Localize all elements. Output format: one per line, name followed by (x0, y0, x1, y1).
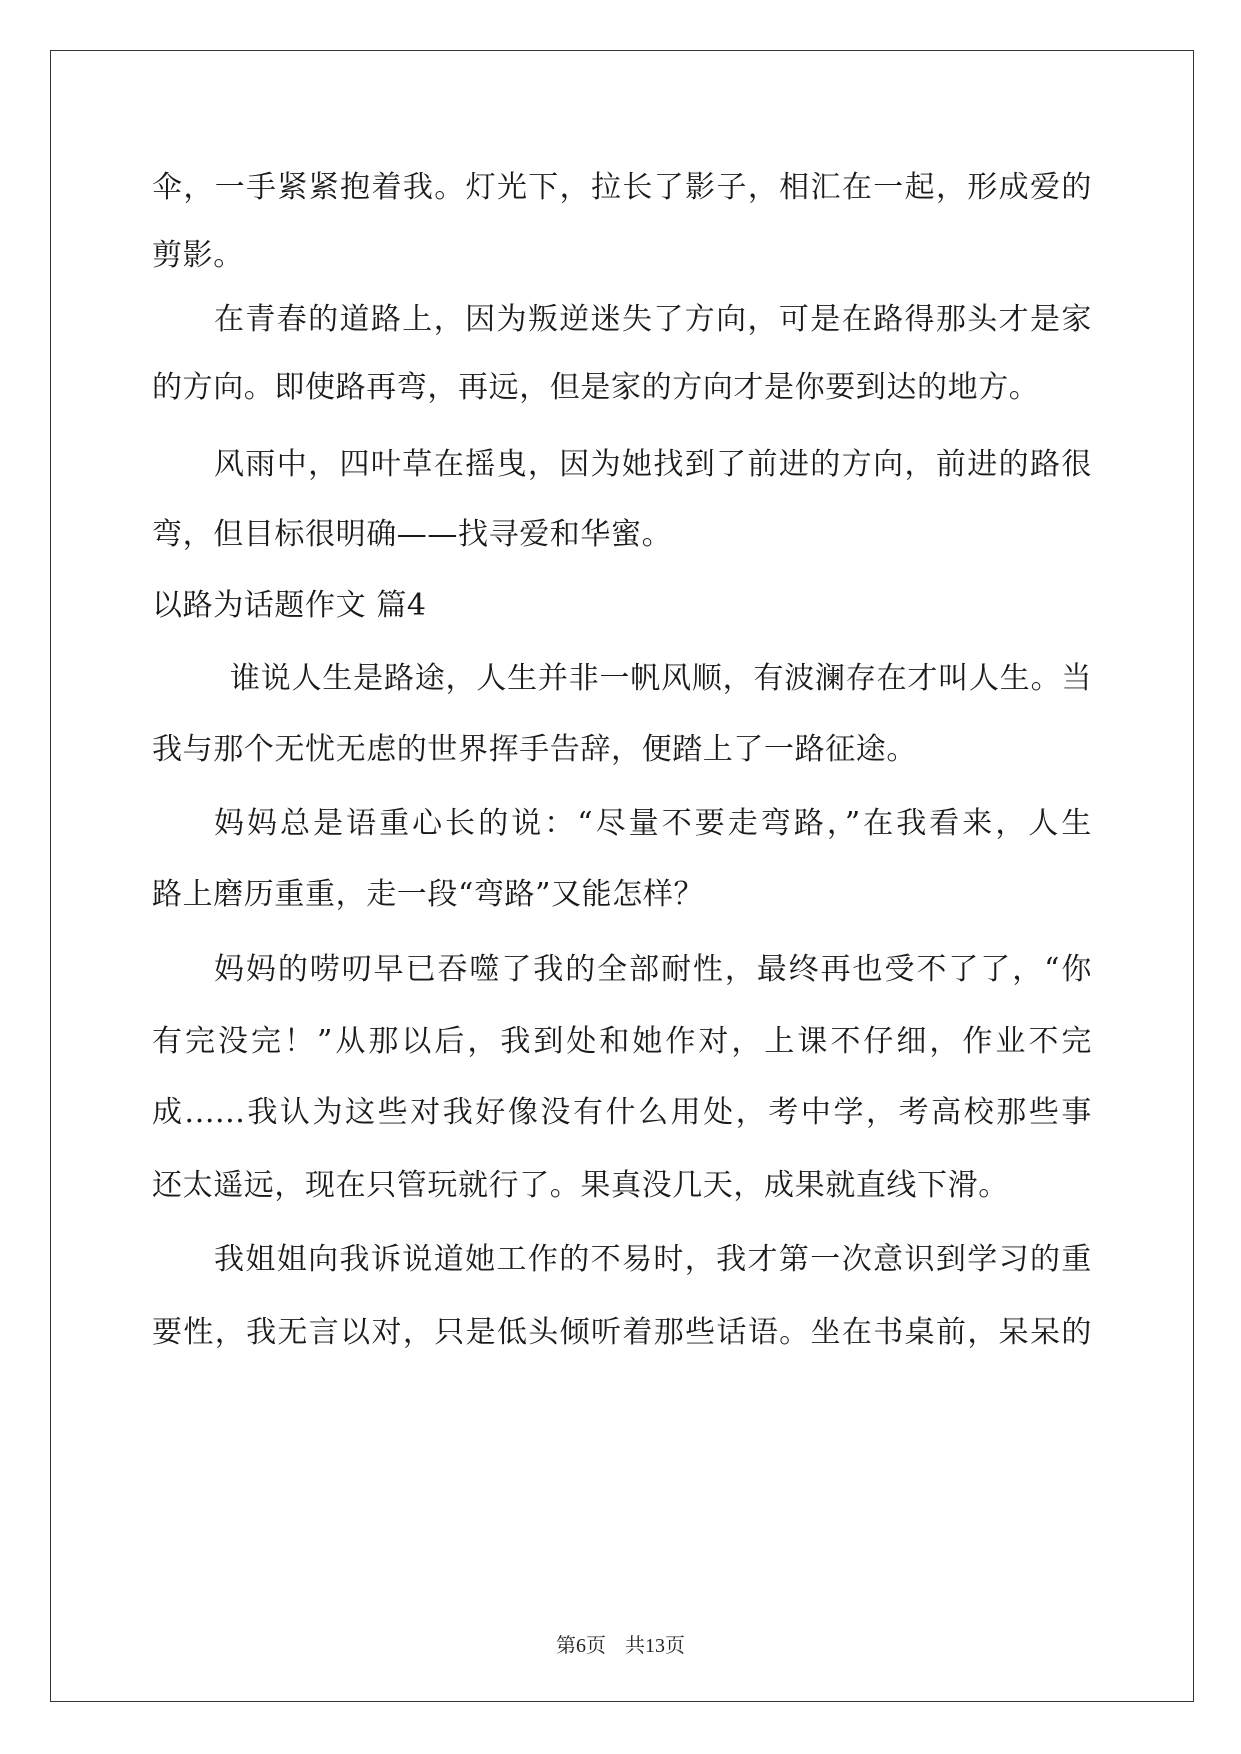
text-line-4: 的方向。即使路再弯，再远，但是家的方向才是你要到达的地方。 (152, 370, 1040, 405)
footer-total-prefix: 共 (625, 1633, 646, 1657)
text-line-10: 妈妈总是语重心长的说：“尽量不要走弯路，”在我看来，人生 (214, 806, 1092, 841)
text-line-6: 弯，但目标很明确——找寻爱和华蜜。 (152, 517, 673, 552)
footer-total-suffix: 页 (665, 1633, 686, 1657)
text-line-8: 谁说人生是路途，人生并非一帆风顺，有波澜存在才叫人生。当 (230, 661, 1092, 696)
text-line-1: 伞，一手紧紧抱着我。灯光下，拉长了影子，相汇在一起，形成爱的 (152, 170, 1092, 205)
text-line-16: 我姐姐向我诉说道她工作的不易时，我才第一次意识到学习的重 (214, 1242, 1092, 1277)
section-heading: 以路为话题作文 篇4 (152, 588, 427, 623)
footer-prefix: 第 (555, 1633, 576, 1657)
page-footer (0, 1633, 1241, 1658)
text-line-9: 我与那个无忧无虑的世界挥手告辞，便踏上了一路征途。 (152, 732, 917, 767)
text-line-13: 有完没完！”从那以后，我到处和她作对，上课不仔细，作业不完 (152, 1024, 1092, 1059)
text-line-17: 要性，我无言以对，只是低头倾听着那些话语。坐在书桌前，呆呆的 (152, 1315, 1092, 1350)
text-line-14: 成......我认为这些对我好像没有什么用处，考中学，考高校那些事 (152, 1095, 1092, 1130)
text-line-11: 路上磨历重重，走一段“弯路”又能怎样？ (152, 877, 705, 912)
text-line-2: 剪影。 (152, 238, 244, 273)
footer-page-number: 6 (575, 1635, 586, 1657)
text-line-3: 在青春的道路上，因为叛逆迷失了方向，可是在路得那头才是家 (214, 302, 1092, 337)
text-line-12: 妈妈的唠叨早已吞噬了我的全部耐性，最终再也受不了了，“你 (214, 952, 1092, 987)
footer-page-suffix: 页 (585, 1633, 606, 1657)
footer-total-pages: 13 (645, 1635, 666, 1657)
text-line-15: 还太遥远，现在只管玩就行了。果真没几天，成果就直线下滑。 (152, 1168, 1009, 1203)
text-line-5: 风雨中，四叶草在摇曳，因为她找到了前进的方向，前进的路很 (214, 447, 1092, 482)
